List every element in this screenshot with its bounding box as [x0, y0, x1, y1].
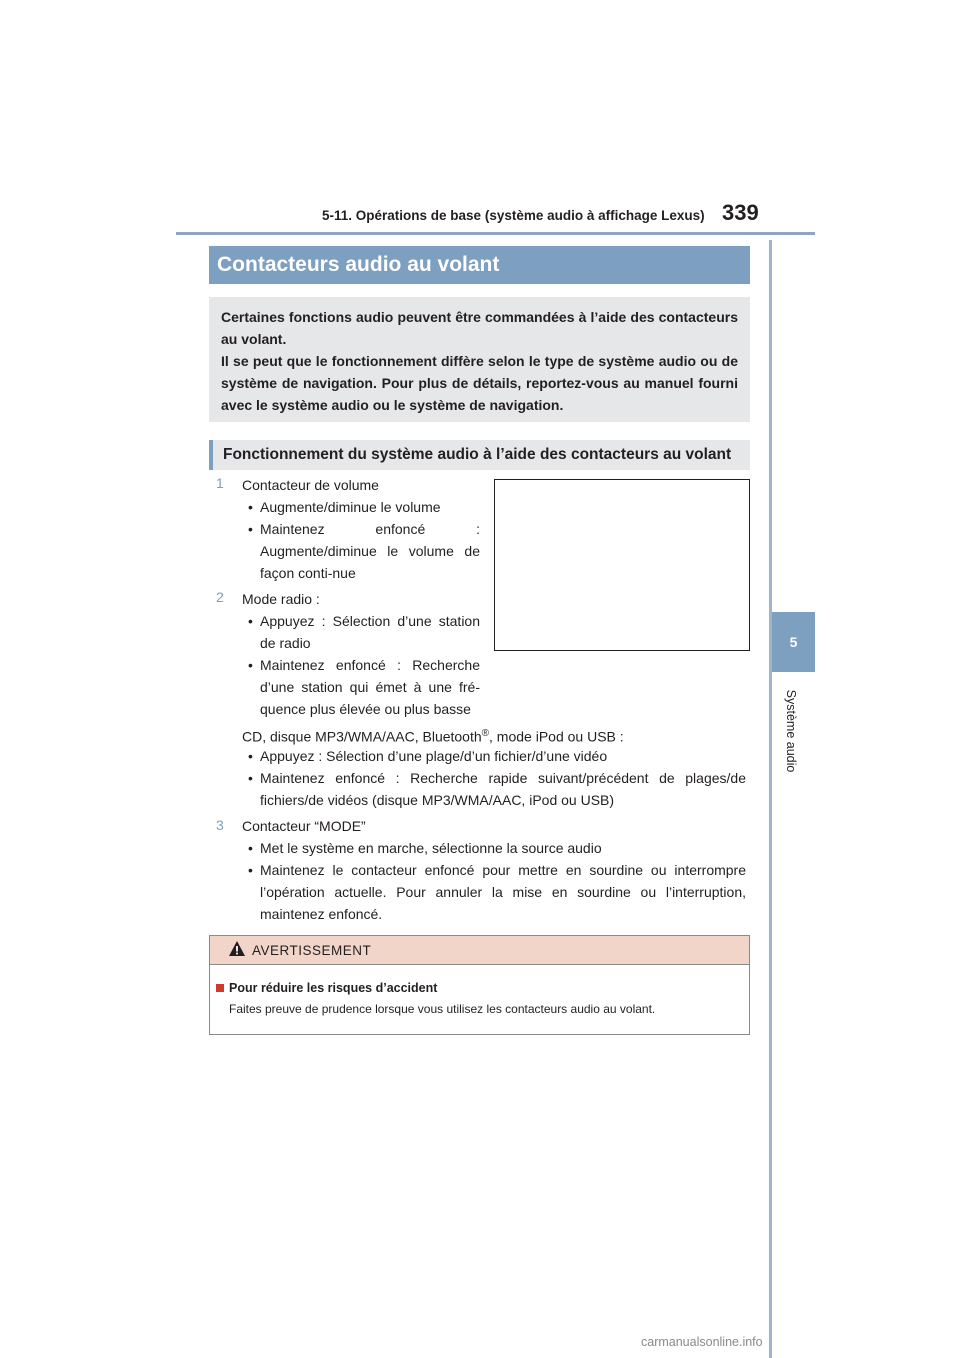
item-2-cd-bullet-2: • Maintenez enfoncé : Recherche rapide suivant/précédent de plages/de fichiers/de vidéos (disque MP3/WMA/AAC, iPod ou USB) — [260, 767, 746, 811]
warning-title: AVERTISSEMENT — [252, 943, 372, 958]
running-header-section: 5-11. Opérations de base (système audio à affichage Lexus) — [322, 208, 705, 223]
warning-bullet-square-icon — [216, 984, 224, 992]
item-2-cd-bullet-1: • Appuyez : Sélection d’une plage/d’un fichier/d’une vidéo — [260, 745, 746, 767]
intro-box — [209, 297, 750, 422]
item-1-bullet-2: • Maintenez enfoncé : Augmente/diminue le volume de façon conti-nue — [260, 518, 480, 584]
page-number: 339 — [722, 200, 759, 225]
item-3-bullet-1: • Met le système en marche, sélectionne la source audio — [260, 837, 746, 859]
intro-paragraph-2: Il se peut que le fonctionnement diffère selon le type de système audio ou de système de navigation. Pour plus de détails, reportez-vous au manuel fourni avec le système audio ou le système de navigation. — [221, 353, 738, 413]
item-2-bullet-2: • Maintenez enfoncé : Recherche d’une station qui émet à une fré-quence plus élevée ou plus basse — [260, 654, 480, 720]
registered-mark: ® — [481, 728, 490, 739]
item-3-title: Contacteur “MODE” — [242, 818, 366, 834]
item-2-cd-title-a: CD, disque MP3/WMA/AAC, Bluetooth — [242, 728, 482, 745]
header-rule — [176, 232, 815, 235]
item-number-1: 1 — [216, 475, 224, 491]
chapter-tab-number: 5 — [772, 612, 815, 672]
item-1-title: Contacteur de volume — [242, 477, 379, 493]
chapter-tab-label — [771, 686, 811, 776]
item-number-3: 3 — [216, 817, 224, 833]
warning-body: Faites preuve de prudence lorsque vous utilisez les contacteurs audio au volant. — [229, 1002, 656, 1016]
intro-paragraph-1: Certaines fonctions audio peuvent être commandées à l’aide des contacteurs au volant. — [221, 309, 738, 347]
item-2-title: Mode radio : — [242, 591, 320, 607]
steering-switch-figure — [494, 479, 750, 651]
subsection-heading: Fonctionnement du système audio à l’aide des contacteurs au volant — [209, 440, 750, 470]
warning-subtitle: Pour réduire les risques d’accident — [229, 981, 438, 995]
item-2-bullet-1: • Appuyez : Sélection d’une station de radio — [260, 610, 480, 654]
page-title: Contacteurs audio au volant — [209, 246, 750, 284]
item-2-cd-title — [242, 723, 624, 748]
item-1-bullet-1: • Augmente/diminue le volume — [260, 496, 480, 518]
chapter-tab-label-text: Système audio — [784, 689, 798, 773]
item-number-2: 2 — [216, 589, 224, 605]
footer-watermark: carmanualsonline.info — [641, 1335, 763, 1349]
item-2-cd-title-b: , mode iPod ou USB : — [489, 728, 624, 745]
item-3-bullet-2: • Maintenez le contacteur enfoncé pour mettre en sourdine ou interrompre l’opération actuelle. Pour annuler la mise en sourdine ou l’interruption, maintenez enfoncé. — [260, 859, 746, 925]
warning-triangle-icon — [228, 940, 246, 957]
side-tab-bar — [769, 240, 772, 1358]
